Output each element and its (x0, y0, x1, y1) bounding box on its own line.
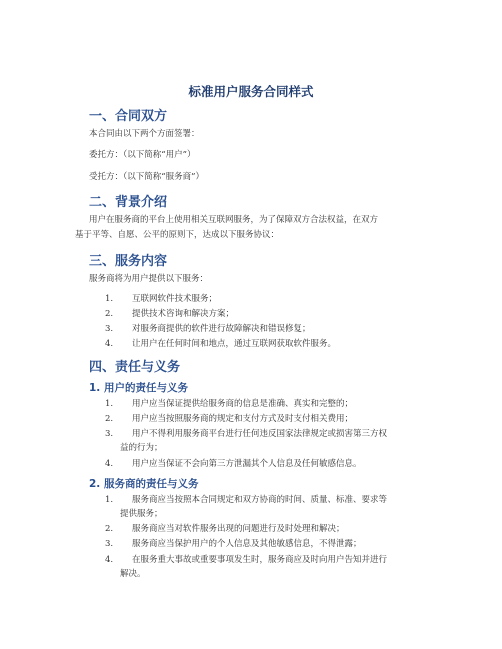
list-item-text: 让用户在任何时间和地点，通过互联网获取软件服务。 (132, 339, 337, 349)
list-item-text: 用户应当按照服务商的规定和支付方式及时支付相关费用； (132, 414, 354, 424)
list-item-number: 3. (105, 324, 114, 334)
list-item-number: 4. (105, 459, 114, 469)
list-item-text: 用户不得利用服务商平台进行任何违反国家法律规定或损害第三方权 (132, 429, 388, 439)
party-a-line: 委托方：（以下简称“用户”） (89, 150, 196, 160)
document-title: 标准用户服务合同样式 (188, 84, 314, 99)
services-intro: 服务商将为用户提供以下服务： (89, 274, 209, 284)
list-item-number: 3. (105, 429, 114, 439)
list-item-text: 用户应当保证提供给服务商的信息是准确、真实和完整的； (132, 399, 354, 409)
section-heading-responsibilities: 四、责任与义务 (89, 360, 181, 375)
list-item-number: 4. (105, 555, 114, 565)
section-heading-services: 三、服务内容 (89, 254, 168, 269)
list-item-number: 2. (105, 309, 114, 319)
list-item-text: 互联网软件技术服务； (132, 294, 218, 304)
list-item-number: 1. (105, 495, 114, 505)
list-item-text: 服务商应当按照本合同规定和双方协商的时间、质量、标准、要求等 (132, 495, 388, 505)
list-item-text: 服务商应当对软件服务出现的问题进行及时处理和解决； (132, 524, 345, 534)
party-b-line: 受托方：（以下简称“服务商”） (89, 172, 204, 182)
parties-intro: 本合同由以下两个方面签署： (89, 129, 200, 139)
list-item-number: 2. (105, 524, 114, 534)
section-heading-parties: 一、合同双方 (89, 109, 168, 124)
list-item-number: 1. (105, 399, 114, 409)
list-item-text: 在服务重大事故或重要事项发生时，服务商应及时向用户告知并进行 (132, 555, 388, 565)
list-item-number: 4. (105, 339, 114, 349)
section-heading-background: 二、背景介绍 (89, 195, 168, 210)
list-item-text-continued: 提供服务； (120, 509, 163, 519)
background-line-1: 用户在服务商的平台上使用相关互联网服务，为了保障双方合法权益，在双方 (89, 215, 379, 225)
subsection-heading-provider: 2. 服务商的责任与义务 (89, 478, 199, 490)
background-line-2: 基于平等、自愿、公平的原则下，达成以下服务协议： (75, 230, 280, 240)
list-item-number: 1. (105, 294, 114, 304)
list-item-text: 服务商应当保护用户的个人信息及其他敏感信息，不得泄露； (132, 539, 362, 549)
list-item-number: 3. (105, 539, 114, 549)
list-item-text: 用户应当保证不会向第三方泄漏其个人信息及任何敏感信息。 (132, 459, 362, 469)
list-item-text: 提供技术咨询和解决方案； (132, 309, 235, 319)
list-item-number: 2. (105, 414, 114, 424)
list-item-text: 对服务商提供的软件进行故障解决和错误修复； (132, 324, 311, 334)
subsection-heading-user: 1. 用户的责任与义务 (89, 382, 188, 394)
list-item-text-continued: 益的行为； (120, 443, 163, 453)
list-item-text-continued: 解决。 (120, 569, 146, 579)
